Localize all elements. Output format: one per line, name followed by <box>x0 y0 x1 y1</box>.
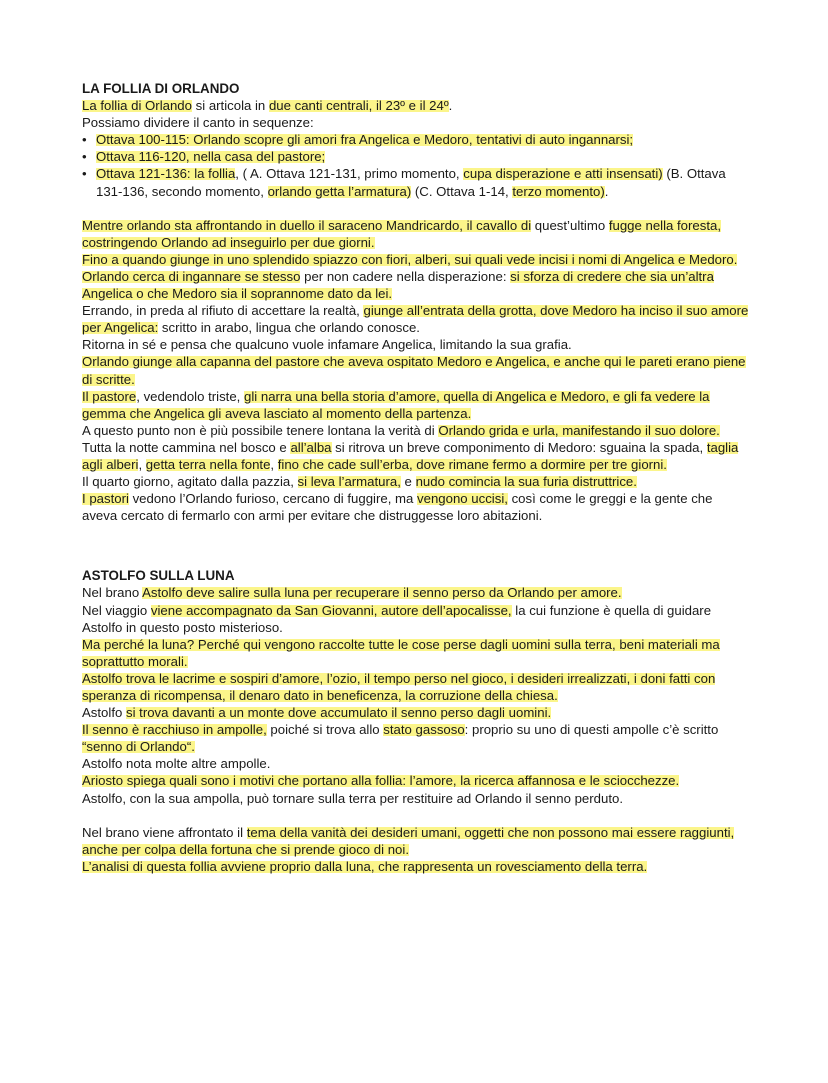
paragraph: La follia di Orlando si articola in due canti centrali, il 23º e il 24º. <box>82 98 453 114</box>
paragraph: L’analisi di questa follia avviene proprio dalla luna, che rappresenta un rovesciamento della terra. <box>82 858 648 874</box>
paragraph: A questo punto non è più possibile tenere lontana la verità di Orlando grida e urla, manifestando il suo dolore. <box>82 422 720 438</box>
section-title-follia: LA FOLLIA DI ORLANDO <box>82 81 240 96</box>
list-item: • Ottava 100-115: Orlando scopre gli amori fra Angelica e Medoro, tentativi di auto ingannarsi; <box>82 131 750 148</box>
section-title-astolfo: ASTOLFO SULLA LUNA <box>82 568 235 584</box>
paragraph: Tutta la notte cammina nel bosco e all’alba si ritrova un breve componimento di Medoro: sguaina la spada, taglia agli alberi, getta terra nella fonte, fino che cade sull’erba, dove rimane fermo a dormire per tre giorni. <box>82 439 739 472</box>
paragraph: Il senno è racchiuso in ampolle, poiché si trova allo stato gassoso: proprio su uno di questi ampolle c’è scritto “senno di Orlando“. <box>82 722 719 755</box>
paragraph: Nel brano Astolfo deve salire sulla luna per recuperare il senno perso da Orlando per amore. <box>82 585 622 601</box>
paragraph: Il quarto giorno, agitato dalla pazzia, si leva l’armatura, e nudo comincia la sua furia distruttrice. <box>82 474 637 490</box>
paragraph: Ritorna in sé e pensa che qualcuno vuole infamare Angelica, limitando la sua grafia. <box>82 337 572 353</box>
paragraph: Ariosto spiega quali sono i motivi che portano alla follia: l’amore, la ricerca affannosa e le sciocchezze. <box>82 773 680 789</box>
list-item: • Ottava 116-120, nella casa del pastore; <box>82 148 750 165</box>
paragraph: Il pastore, vedendolo triste, gli narra una bella storia d’amore, quella di Angelica e Medoro, e gli fa vedere la gemma che Angelica gli aveva lasciato al momento della partenza. <box>82 388 710 421</box>
sequence-list <box>82 131 750 199</box>
document-body <box>82 80 750 875</box>
paragraph: Astolfo si trova davanti a un monte dove accumulato il senno perso dagli uomini. <box>82 705 552 721</box>
paragraph: Ma perché la luna? Perché qui vengono raccolte tutte le cose perse dagli uomini sulla terra, beni materiali ma soprattutto morali. <box>82 636 720 669</box>
paragraph: Nel viaggio viene accompagnato da San Giovanni, autore dell’apocalisse, la cui funzione è quella di guidare Astolfo in questo posto misterioso. <box>82 602 712 635</box>
paragraph: Orlando giunge alla capanna del pastore che aveva ospitato Medoro e Angelica, e anche qui le pareti erano piene di scritte. <box>82 354 746 387</box>
paragraph: Astolfo nota molte altre ampolle. <box>82 756 271 772</box>
list-item: • Ottava 121-136: la follia, ( A. Ottava 121-131, primo momento, cupa disperazione e atti insensati) (B. Ottava 131-136, secondo momento, orlando getta l’armatura) (C. Ottava 1-14, terzo momento). <box>82 165 750 199</box>
paragraph: Errando, in preda al rifiuto di accettare la realtà, giunge all’entrata della grotta, dove Medoro ha inciso il suo amore per Angelica: scritto in arabo, lingua che orlando conosce. <box>82 303 749 336</box>
paragraph: Astolfo, con la sua ampolla, può tornare sulla terra per restituire ad Orlando il senno perduto. <box>82 790 623 806</box>
paragraph: Fino a quando giunge in uno splendido spiazzo con fiori, alberi, sui quali vede incisi i nomi di Angelica e Medoro. <box>82 251 738 267</box>
paragraph: Mentre orlando sta affrontando in duello il saraceno Mandricardo, il cavallo di quest’ultimo fugge nella foresta, costringendo Orlando ad inseguirlo per due giorni. <box>82 217 721 250</box>
paragraph: Possiamo dividere il canto in sequenze: <box>82 115 314 131</box>
paragraph: Astolfo trova le lacrime e sospiri d’amore, l’ozio, il tempo perso nel gioco, i desideri irrealizzati, i doni fatti con speranza di ricompensa, il denaro dato in beneficenza, la corruzione della chiesa. <box>82 670 716 703</box>
paragraph: Orlando cerca di ingannare se stesso per non cadere nella disperazione: si sforza di credere che sia un’altra Angelica o che Medoro sia il soprannome dato da lei. <box>82 268 714 302</box>
paragraph: I pastori vedono l’Orlando furioso, cercano di fuggire, ma vengono uccisi, così come le greggi e la gente che aveva cercato di fermarlo con armi per evitare che distruggesse loro abitazioni. <box>82 491 713 524</box>
paragraph: Nel brano viene affrontato il tema della vanità dei desideri umani, oggetti che non possono mai essere raggiunti, anche per colpa della fortuna che si prende gioco di noi. <box>82 824 735 857</box>
